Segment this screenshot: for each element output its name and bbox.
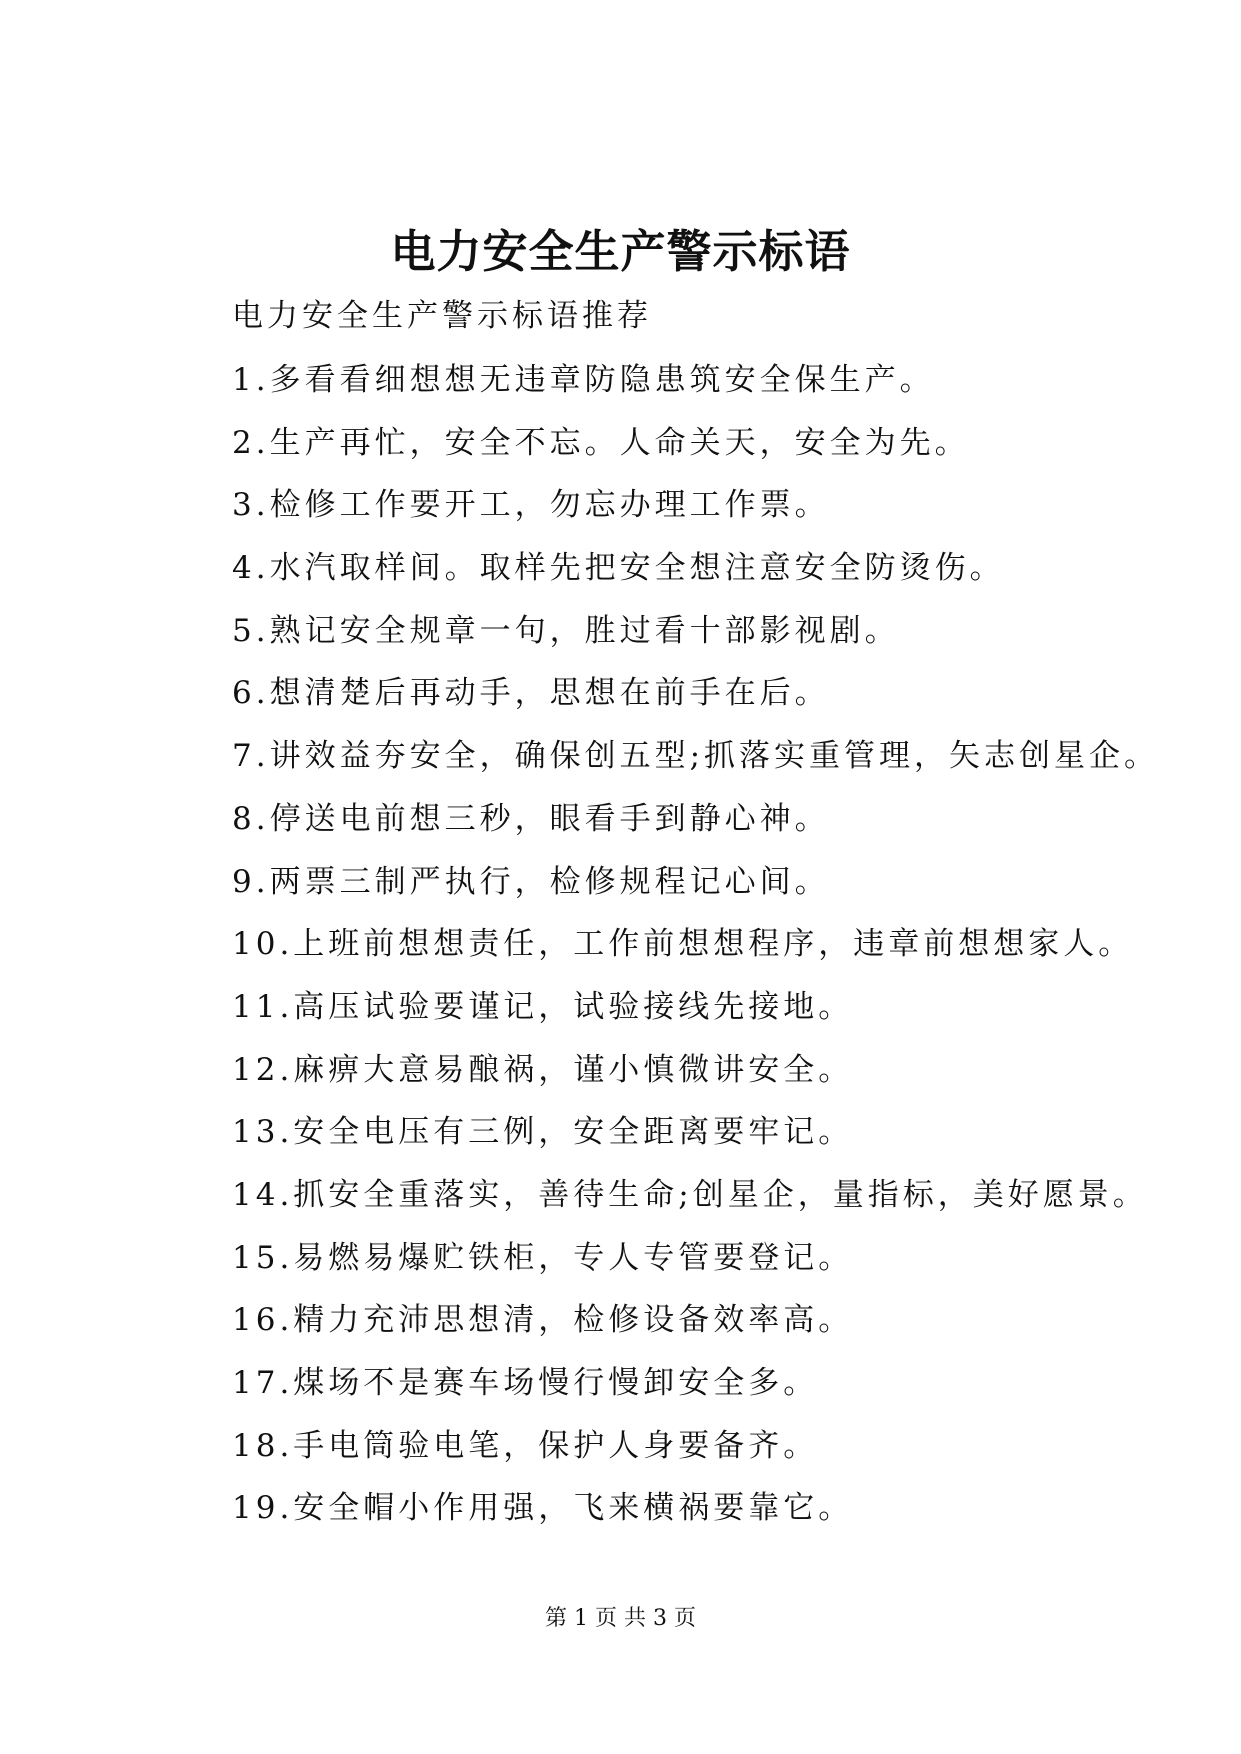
slogan-item: 8.停送电前想三秒，眼看手到静心神。 (232, 800, 830, 837)
slogan-item: 13.安全电压有三例，安全距离要牢记。 (232, 1114, 854, 1151)
slogan-item: 4.水汽取样间。取样先把安全想注意安全防烫伤。 (232, 550, 1005, 587)
slogan-item: 14.抓安全重落实，善待生命;创星企，量指标，美好愿景。 (232, 1176, 1148, 1213)
slogan-list (232, 360, 1159, 1551)
slogan-item: 2.生产再忙，安全不忘。人命关天，安全为先。 (232, 424, 970, 461)
slogan-item: 3.检修工作要开工，勿忘办理工作票。 (232, 487, 830, 524)
slogan-item: 15.易燃易爆贮铁柜，专人专管要登记。 (232, 1239, 854, 1276)
slogan-item: 5.熟记安全规章一句，胜过看十部影视剧。 (232, 612, 900, 649)
slogan-item: 19.安全帽小作用强，飞来横祸要靠它。 (232, 1490, 854, 1527)
slogan-item: 6.想清楚后再动手，思想在前手在后。 (232, 675, 830, 712)
slogan-item: 18.手电筒验电笔，保护人身要备齐。 (232, 1427, 819, 1464)
page-footer: 第 1 页 共 3 页 (545, 1606, 696, 1631)
slogan-item: 12.麻痹大意易酿祸，谨小慎微讲安全。 (232, 1051, 854, 1088)
document-subtitle: 电力安全生产警示标语推荐 (232, 298, 652, 334)
slogan-item: 16.精力充沛思想清，检修设备效率高。 (232, 1302, 854, 1339)
slogan-item: 11.高压试验要谨记，试验接线先接地。 (232, 988, 854, 1025)
slogan-item: 9.两票三制严执行，检修规程记心间。 (232, 863, 830, 900)
slogan-item: 17.煤场不是赛车场慢行慢卸安全多。 (232, 1365, 819, 1401)
slogan-item: 7.讲效益夯安全，确保创五型;抓落实重管理，矢志创星企。 (232, 738, 1160, 775)
document-title: 电力安全生产警示标语 (390, 225, 851, 278)
slogan-item: 1.多看看细想想无违章防隐患筑安全保生产。 (232, 362, 935, 398)
slogan-item: 10.上班前想想责任，工作前想想程序，违章前想想家人。 (232, 926, 1134, 963)
